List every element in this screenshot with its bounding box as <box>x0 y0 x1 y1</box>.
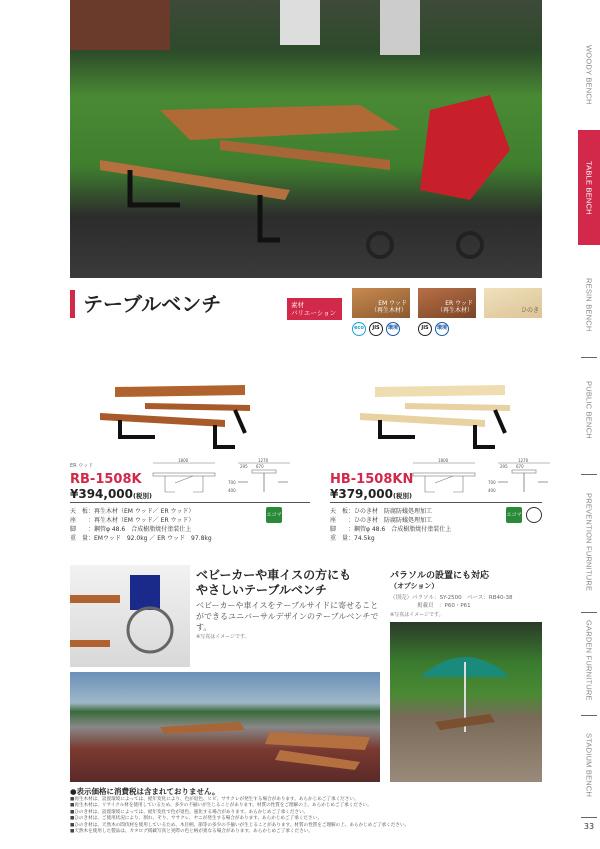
swatch-label: ひのき <box>520 307 539 314</box>
spec-line: 座 ：再生木材（EM ウッド／ ER ウッド） <box>70 517 195 524</box>
price-value: ¥379,000 <box>330 487 394 501</box>
parasol-option-text <box>390 568 550 618</box>
tab-resin-bench[interactable]: RESIN BENCH <box>584 277 594 332</box>
dim-width: 1800 <box>178 458 189 463</box>
tab-woody-bench[interactable]: WOODY BENCH <box>584 45 594 105</box>
dim-width: 1800 <box>438 458 449 463</box>
photo-note: ※写真はイメージです。 <box>390 612 444 618</box>
variant-label: ER ウッド <box>70 463 94 469</box>
photo-note: ※写真はイメージです。 <box>196 634 250 640</box>
parasol-photo <box>390 622 542 782</box>
footer-notes <box>70 786 560 835</box>
universal-heading-2: やさしいテーブルベンチ <box>196 583 327 597</box>
price-value: ¥394,000 <box>70 487 134 501</box>
wheelchair-illustration <box>70 565 190 667</box>
dimension-drawing <box>150 458 310 500</box>
eco-mark-icon: エコマーク <box>506 507 522 523</box>
swatch-er-wood <box>418 288 476 318</box>
dim-h2: 400 <box>228 488 236 493</box>
spec-line: 座 ：ひのき材 防腐防蟻処理加工 <box>330 517 433 524</box>
divider <box>70 502 310 503</box>
terrace-photo-benches <box>70 672 380 782</box>
swatch-hinoki <box>484 288 542 318</box>
tab-divider <box>581 612 597 613</box>
spec-line: 重 量：74.5kg <box>330 535 375 542</box>
wheelchair-photo <box>70 565 190 667</box>
product-price <box>330 487 412 501</box>
parasol-illustration <box>390 622 542 782</box>
parasol-line1: （別売）パラソル：SY-2500 ベース：RB40-38 <box>390 595 513 601</box>
product-price <box>70 487 152 501</box>
universal-body: ベビーカーや車イスをテーブルサイドに寄せることができるユニバーサルデザインのテーブルベンチです。 <box>196 601 379 632</box>
dim-d1: 295 <box>240 464 248 469</box>
swatch-em-wood <box>352 288 410 318</box>
dimension-drawing <box>410 458 570 500</box>
tab-garden-furniture[interactable]: GARDEN FURNITURE <box>584 619 594 701</box>
dim-d2: 670 <box>256 464 264 469</box>
tab-divider <box>581 817 597 818</box>
tax-notice: ●表示価格に消費税は含まれておりません。 <box>70 787 220 796</box>
footnote: ■ひのき材は、設置環境によっては、経年変化で色が退色、風化する場合があります。あらかじめご了承ください。 <box>70 809 309 815</box>
tax-note: (税別) <box>393 492 412 500</box>
spec-list <box>330 507 451 543</box>
dim-h2: 400 <box>488 488 496 493</box>
tab-public-bench[interactable]: PUBLIC BENCH <box>584 381 594 439</box>
swatch-label: ER ウッド <box>445 300 473 307</box>
product-image-hb-1508kn <box>355 375 520 455</box>
material-label-line1: 素材 <box>291 301 304 309</box>
hero-photo-table-bench-with-stroller <box>70 0 542 278</box>
universal-design-text <box>196 568 380 640</box>
page-title: テーブルベンチ <box>70 290 221 318</box>
swatch-sublabel: （再生木材） <box>370 307 407 314</box>
swatch-sublabel: （再生木材） <box>436 307 473 314</box>
divider <box>330 502 542 503</box>
dim-h1: 700 <box>488 480 496 485</box>
spec-line: 天 板：ひのき材 防腐防蟻処理加工 <box>330 508 433 515</box>
footnote: ■再生木材は、リサイクル材を使用しているため、多少の不揃いが生じることがあります。材質の性質をご理解の上、あらかじめご了承ください。 <box>70 803 372 809</box>
footnote: ■ひのき材は、天然木の間伐材を使用しているため、木目柄、節等の多少の不揃いが生じることがあります。材質の性質をご理解の上、あらかじめご了承ください。 <box>70 822 410 828</box>
tab-table-bench[interactable]: TABLE BENCH <box>578 130 600 245</box>
dim-d1: 295 <box>500 464 508 469</box>
terrace-illustration <box>70 672 380 782</box>
dim-depth: 1270 <box>518 458 529 463</box>
jis-badge-icon: JIS <box>418 322 432 336</box>
spec-line: 脚 ：鋼管φ 48.6 合成樹脂焼付塗装仕上 <box>330 526 452 533</box>
parasol-heading: パラソルの設置にも対応 <box>390 571 490 581</box>
tab-divider <box>581 357 597 358</box>
tax-note: (税別) <box>133 492 152 500</box>
jis-badge-icon: JIS <box>369 322 383 336</box>
product-code: HB-1508KN <box>330 472 414 487</box>
universal-heading-1: ベビーカーや車イスの方にも <box>196 568 352 582</box>
environment-badge-icon: 環境 <box>386 322 400 336</box>
parasol-sub: （オプション） <box>390 582 439 590</box>
environment-badge-icon: 環境 <box>435 322 449 336</box>
spec-line: 脚 ：鋼管φ 48.6 合成樹脂焼付塗装仕上 <box>70 526 192 533</box>
spec-line: 重 量：EMウッド 92.0kg ／ ER ウッド 97.8kg <box>70 535 212 542</box>
dim-h1: 700 <box>228 480 236 485</box>
hero-illustration <box>70 0 542 278</box>
footnote: ■天然木を使用した製品は、カタログ掲載写真と実際の色と柄が異なる場合があります。あらかじめご了承ください。 <box>70 829 313 835</box>
spec-line: 天 板：再生木材（EM ウッド／ ER ウッド） <box>70 508 195 515</box>
eco-badge-icon: eco <box>352 322 366 336</box>
tab-stadium-bench[interactable]: STADIUM BENCH <box>584 732 594 798</box>
parasol-line2: 掲載頁 ：P60・P61 <box>417 603 471 609</box>
swatch-label: EM ウッド <box>378 300 407 307</box>
footnote: ■再生木材は、設置環境によっては、経年変化により、色が退色、ヒビ、ササクレが発生する場合があります。あらかじめご了承ください。 <box>70 797 359 802</box>
page-number: 33 <box>583 822 595 831</box>
spec-list <box>70 507 212 543</box>
footnote: ■ひのき材は、ご使用状況により、割れ、そり、ササクレ、ヤニが発生する場合があります。あらかじめご了承ください。 <box>70 816 322 822</box>
product-image-rb-1508k <box>95 375 260 455</box>
dim-depth: 1270 <box>258 458 269 463</box>
material-variation-label <box>287 298 342 320</box>
tab-divider <box>581 474 597 475</box>
product-code: RB-1508K <box>70 472 142 487</box>
eco-mark-icon: エコマーク <box>266 507 282 523</box>
material-label-line2: バリエーション <box>291 309 337 317</box>
tab-prevention-furniture[interactable]: PREVENTION FURNITURE <box>584 493 594 592</box>
category-side-tabs <box>578 0 600 849</box>
smile-mark-icon <box>526 507 542 523</box>
tab-divider <box>581 715 597 716</box>
dim-d2: 670 <box>516 464 524 469</box>
